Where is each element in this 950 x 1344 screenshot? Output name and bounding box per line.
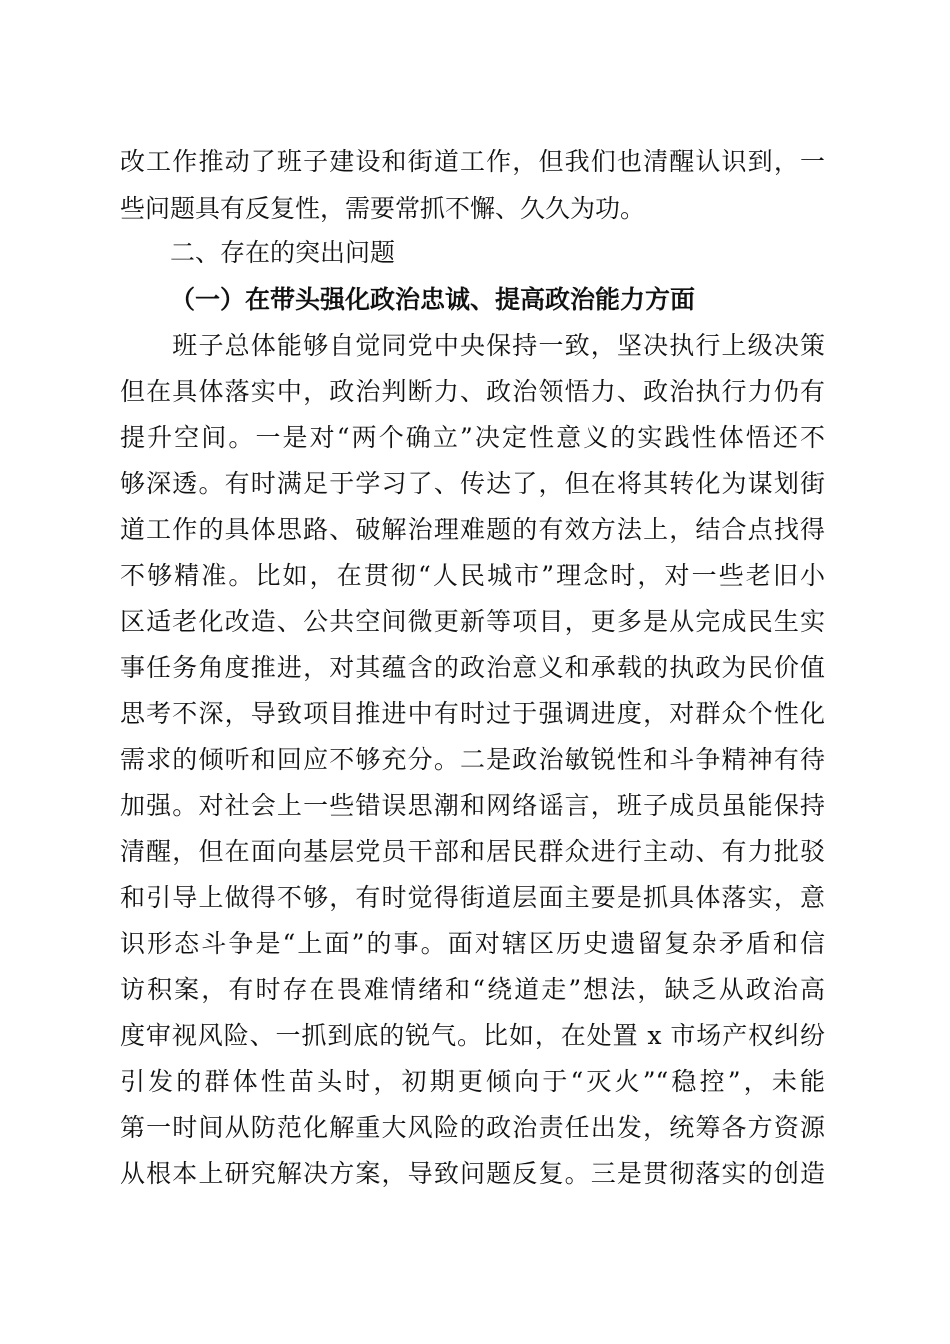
body-line: 班子总体能够自觉同党中央保持一致，坚决执行上级决策 — [120, 331, 825, 360]
body-line: 提升空间。一是对“两个确立”决定性意义的实践性体悟还不 — [120, 423, 825, 452]
body-line: 清醒，但在面向基层党员干部和居民群众进行主动、有力批驳 — [120, 837, 825, 866]
body-line: 加强。对社会上一些错误思潮和网络谣言，班子成员虽能保持 — [120, 791, 825, 820]
body-line: 度审视风险、一抓到底的锐气。比如，在处置 x 市场产权纠纷 — [120, 1021, 825, 1050]
body-line: 访积案，有时存在畏难情绪和“绕道走”想法，缺乏从政治高 — [120, 975, 825, 1004]
body-line: 从根本上研究解决方案，导致问题反复。三是贯彻落实的创造 — [120, 1159, 825, 1188]
body-line: 事任务角度推进，对其蕴含的政治意义和承载的执政为民价值 — [120, 653, 825, 682]
body-line: 引发的群体性苗头时，初期更倾向于“灭火”“稳控”，未能 — [120, 1067, 825, 1096]
body-line: 道工作的具体思路、破解治理难题的有效方法上，结合点找得 — [120, 515, 825, 544]
body-line: 不够精准。比如，在贯彻“人民城市”理念时，对一些老旧小 — [120, 561, 825, 590]
body-line: 需求的倾听和回应不够充分。二是政治敏锐性和斗争精神有待 — [120, 745, 825, 774]
intro-line-2: 些问题具有反复性，需要常抓不懈、久久为功。 — [120, 194, 646, 223]
body-line: 但在具体落实中，政治判断力、政治领悟力、政治执行力仍有 — [120, 377, 825, 406]
body-line: 第一时间从防范化解重大风险的政治责任出发，统筹各方资源 — [120, 1113, 825, 1142]
body-line: 识形态斗争是“上面”的事。面对辖区历史遗留复杂矛盾和信 — [120, 929, 825, 958]
body-line: 区适老化改造、公共空间微更新等项目，更多是从完成民生实 — [120, 607, 825, 636]
body-line: 和引导上做得不够，有时觉得街道层面主要是抓具体落实，意 — [120, 883, 825, 912]
body-line: 够深透。有时满足于学习了、传达了，但在将其转化为谋划街 — [120, 469, 825, 498]
intro-line-1: 改工作推动了班子建设和街道工作，但我们也清醒认识到，一 — [120, 147, 825, 176]
body-line: 思考不深，导致项目推进中有时过于强调进度，对群众个性化 — [120, 699, 825, 728]
section-heading: 二、存在的突出问题 — [170, 238, 396, 267]
subsection-heading: （一）在带头强化政治忠诚、提高政治能力方面 — [170, 285, 696, 314]
